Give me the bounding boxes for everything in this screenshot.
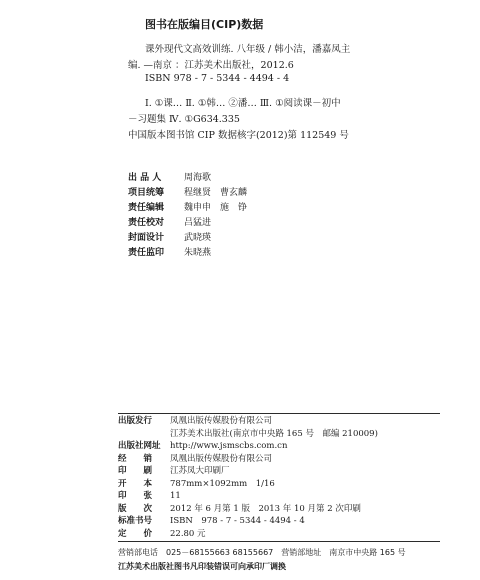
pub-row [118, 477, 378, 490]
cip-isbn-line: ISBN 978 - 7 - 5344 - 4494 - 4 [145, 73, 290, 84]
credit-label: 项目统筹 [128, 188, 165, 198]
credit-value: 周海歌 [184, 173, 212, 183]
pub-value: 787mm×1092mm 1/16 [170, 478, 275, 489]
credits-list [128, 170, 247, 260]
pub-row [118, 414, 378, 427]
credit-row [128, 230, 247, 245]
pub-label: 定 价 [118, 528, 153, 539]
pub-value: http://www.jsmscbs.com.cn [170, 441, 288, 451]
marketing-contact: 营销部电话 025－68155663 68155667 营销部地址 南京市中央路 165 号 [118, 548, 406, 557]
credit-value: 魏申申 施 铮 [184, 203, 248, 213]
pub-row [118, 427, 378, 440]
pub-value: 凤凰出版传媒股份有限公司 [170, 453, 273, 464]
pub-row [118, 514, 378, 527]
credit-row [128, 170, 247, 185]
credit-label: 封面设计 [128, 233, 165, 243]
credit-value: 武晓瑛 [184, 233, 212, 243]
credit-label: 责任编辑 [128, 203, 165, 213]
pub-label: 版 次 [118, 503, 153, 514]
pub-row [118, 464, 378, 477]
publishing-info [118, 414, 378, 539]
cip-line-4: Ⅰ. ①课… Ⅱ. ①韩… ②潘… Ⅲ. ①阅读课－初中 [145, 98, 341, 109]
pub-label: 经 销 [118, 453, 153, 464]
credit-value: 朱晓燕 [184, 248, 212, 258]
pub-row [118, 527, 378, 540]
credit-value: 吕猛进 [184, 218, 212, 228]
pub-label: 印 张 [118, 491, 153, 501]
credit-value: 程继贤 曹玄麟 [184, 188, 248, 198]
credit-row [128, 245, 247, 260]
credit-row [128, 185, 247, 200]
credit-label: 责任监印 [128, 248, 165, 258]
credit-label: 出 品 人 [128, 173, 162, 183]
pub-label: 出版社网址 [118, 441, 161, 451]
pub-row [118, 502, 378, 515]
cip-line-1: 课外现代文高效训练. 八年级 / 韩小洁，潘嘉凤主 [145, 44, 351, 55]
pub-value: 江苏凤大印刷厂 [170, 466, 230, 476]
pub-value: 11 [170, 491, 181, 501]
pub-row [118, 489, 378, 502]
credit-row [128, 215, 247, 230]
pub-row [118, 439, 378, 452]
pub-value: 江苏美术出版社(南京市中央路 165 号 邮编 210009) [170, 428, 378, 439]
credit-row [128, 200, 247, 215]
pub-value: 凤凰出版传媒股份有限公司 [170, 416, 273, 426]
printing-notice: 江苏美术出版社图书凡印装错误可向承印厂调换 [118, 562, 286, 571]
pub-value: 22.80 元 [170, 528, 206, 539]
pub-label: 标准书号 [118, 516, 153, 526]
pub-label: 开 本 [118, 478, 153, 489]
pub-label: 印 刷 [118, 466, 153, 476]
pub-row [118, 452, 378, 465]
cip-line-5: －习题集 Ⅳ. ①G634.335 [128, 114, 240, 125]
cip-line-2: 编. —南京 ：江苏美术出版社，2012.6 [128, 60, 294, 71]
pub-value: 2012 年 6 月第 1 版 2013 年 10 月第 2 次印刷 [170, 503, 361, 514]
pub-value: ISBN 978 - 7 - 5344 - 4494 - 4 [170, 516, 305, 526]
divider-bottom [118, 541, 440, 542]
cip-record-number: 中国版本图书馆 CIP 数据核字(2012)第 112549 号 [128, 130, 349, 141]
pub-label: 出版发行 [118, 416, 153, 426]
cip-title: 图书在版编目(CIP)数据 [145, 18, 264, 31]
credit-label: 责任校对 [128, 218, 165, 228]
